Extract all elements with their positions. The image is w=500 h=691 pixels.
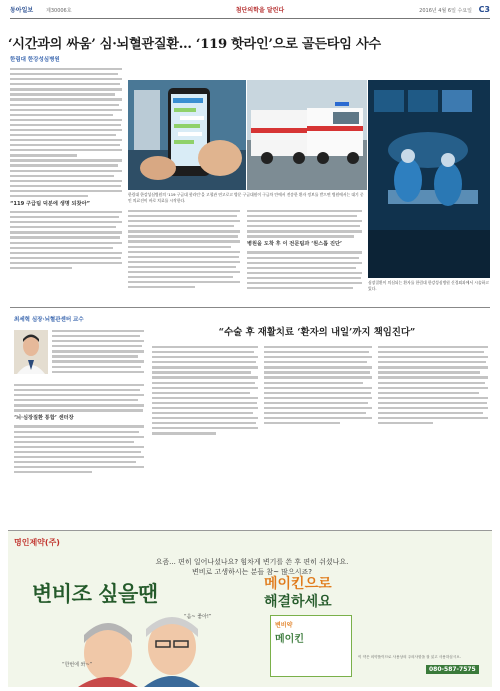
advertisement (8, 530, 492, 687)
ambulance-phone-photo (128, 80, 246, 190)
ad-speech-bubble: “한번에 쏴~” (62, 662, 93, 668)
newspaper-logo: 동아일보 (10, 7, 34, 14)
section-divider (10, 307, 490, 308)
sidebar-column-2 (152, 346, 258, 522)
interviewee-name: 최세혁 심장·뇌혈관센터 교수 (14, 317, 84, 323)
ad-product-box (270, 615, 352, 677)
interview-headline: “수술 후 재활치료 ‘환자의 내일’까지 책임진다” (218, 327, 416, 338)
ad-phone-number: 080-587-7575 (426, 665, 479, 674)
byline: 한림대 한강성심병원 (10, 57, 60, 63)
ad-headline: 변비조 싶을땐 (32, 582, 158, 606)
edition-number: 제30006호 (46, 8, 72, 14)
article-column-2 (128, 210, 240, 302)
ad-company-logo: 명인제약(주) (14, 538, 60, 547)
section-title: 첨단의학을 달린다 (235, 7, 285, 14)
ad-right-line1: 메이킨으로 (264, 576, 332, 592)
photo-caption-cathlab: 심장질환이 의심되는 환자를 한림대 한강성심병원 신경외과에서 시술하고 있다. (368, 280, 489, 291)
article-column-1 (10, 56, 122, 302)
cath-lab-photo (368, 80, 490, 278)
interviewee-portrait (14, 330, 48, 374)
ad-right-line2: 해결하세요 (264, 594, 332, 610)
issue-date: 2016년 4월 6일 수요일 (419, 8, 472, 14)
ad-right-headline (264, 575, 332, 611)
sidebar-column-4 (378, 346, 488, 522)
ad-tagline-line2: 변비로 고생하시는 분들 참~ 많으시죠? (192, 568, 312, 576)
article-subhead-1: “119 구급팀 덕분에 생명 되찾아” (10, 201, 90, 208)
main-headline: ‘시간과의 싸움’ 심·뇌혈관질환… ‘119 핫라인’으로 골든타임 사수 (8, 37, 381, 52)
article-subhead-2: 병원을 도착 후 이 전문팀과 ‘원스톱 진단’ (247, 241, 342, 248)
article-column-3 (247, 210, 362, 302)
page-number: C3 (478, 5, 490, 14)
ad-speech-bubble-2: “음~ 좋아!” (184, 614, 212, 620)
ad-product-type: 변비약 (275, 622, 293, 629)
sidebar-column-1b (14, 384, 144, 524)
ambulance-photo (247, 80, 367, 190)
ad-tagline-line1: 요즘... 편히 일어나셨나요? 힘차게 변기를 쓴 후 편히 쉬셨나요. (155, 558, 349, 566)
sidebar-column-3 (264, 346, 372, 522)
ad-tagline (32, 557, 472, 577)
page-header (10, 6, 490, 19)
sidebar-intro: ‘뇌·심장질환 통합’ 센터장 (14, 415, 74, 422)
photo-caption-phone: 한림대 한강성심병원의 ‘119 구급대 핫라인’을 고혈관 연고로고 방문 구급대원이 구급차 안에서 전송한 환자 정보를 받으면 병원에서는 대기 중인 의료진이 바로 치료를 시작한다. (128, 192, 364, 203)
ad-product-brand: 메이킨 (275, 634, 304, 645)
ad-footnote: 이 약은 의약품이므로 사용상의 주의사항을 잘 읽고 사용하십시오. (358, 655, 461, 659)
